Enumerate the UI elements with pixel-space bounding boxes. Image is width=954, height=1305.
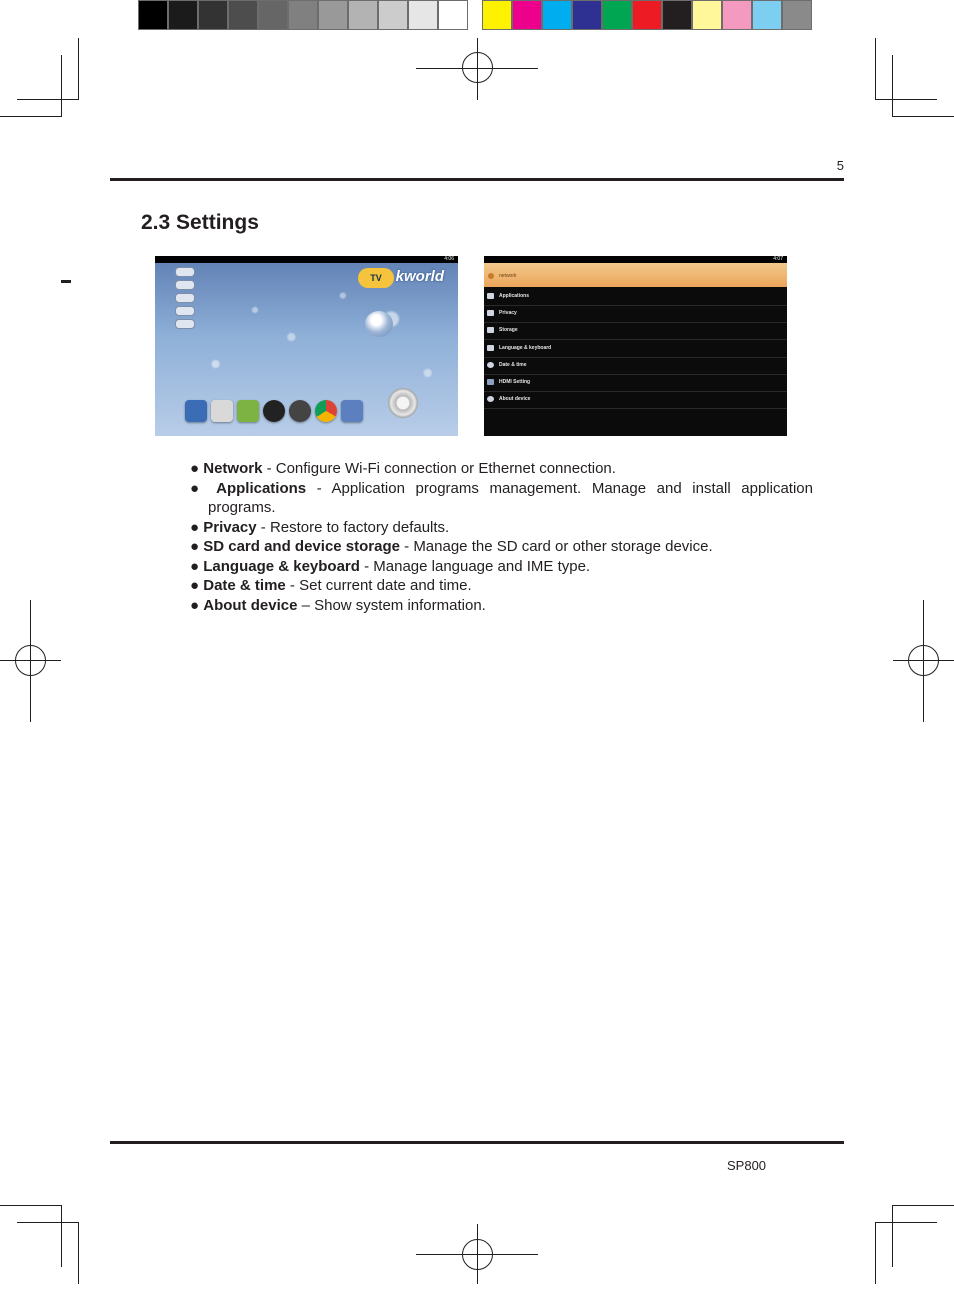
registration-line [416,68,538,69]
side-shortcut-button [175,293,195,303]
color-swatch [572,0,602,30]
list-item-applications-continued [190,498,813,518]
app-dock [185,400,363,422]
color-swatch [692,0,722,30]
apps-icon [487,293,494,299]
color-swatch-strip [482,0,812,32]
crop-mark [875,38,876,100]
crop-mark [61,1205,62,1267]
registration-line [893,660,954,661]
settings-screenshot [484,256,787,436]
settings-row-label: HDMI Setting [499,379,531,385]
books-app-icon [211,400,233,422]
list-item-applications [190,479,813,499]
bullet: ● [190,557,204,575]
apps-grid-icon [341,400,363,422]
settings-header-network [484,263,787,287]
description: - Manage the SD card or other storage device. [399,538,713,555]
gallery-app-icon [237,400,259,422]
term: About device [203,596,298,614]
description: – Show system information. [297,596,486,614]
color-swatch [602,0,632,30]
list-item-network [190,459,813,479]
status-bar [484,256,787,263]
page-number: 5 [836,158,844,173]
privacy-icon [487,310,494,316]
list-item-privacy [190,518,813,538]
color-swatch [408,0,438,30]
crop-mark [875,99,937,100]
crop-mark [17,1222,79,1223]
hdmi-icon [487,379,494,385]
registration-line [416,1254,538,1255]
water-drop [365,311,393,337]
description: - Set current date and time. [285,577,472,594]
settings-row-label: Applications [499,293,530,299]
settings-row-applications [484,288,787,306]
color-swatch [722,0,752,30]
crop-mark [0,1205,62,1206]
crop-mark [61,55,62,117]
settings-row-label: Language & keyboard [499,345,552,351]
side-shortcut-button [175,319,195,329]
crop-mark [875,1222,937,1223]
side-tick-mark [61,280,71,283]
description: - Restore to factory defaults. [256,518,450,536]
crop-mark [0,116,62,117]
clock-icon [487,362,494,368]
color-swatch [512,0,542,30]
bullet: ● [190,538,204,555]
bullet: ● [190,460,204,477]
crop-mark [892,116,954,117]
term: Applications [216,479,307,497]
bullet: ● [190,596,204,614]
color-swatch [198,0,228,30]
color-swatch [138,0,168,30]
music-app-icon [263,400,285,422]
smart-tv-logo: TV [358,268,394,288]
description: - Application programs management. Manage and install application [306,479,813,497]
side-shortcut-button [175,267,195,277]
status-clock: 4:06 [444,256,454,262]
term: Language & keyboard [203,557,360,575]
section-title: 2.3 Settings [141,211,259,234]
info-icon [487,396,494,402]
registration-line [30,600,31,722]
chrome-app-icon [315,400,337,422]
registration-line [0,660,61,661]
settings-description-list [190,459,813,615]
side-shortcut-button [175,306,195,316]
color-swatch [288,0,318,30]
folder-app-icon [185,400,207,422]
footer-rule [110,1141,844,1144]
crop-mark [892,1205,893,1267]
settings-row-date-time [484,357,787,375]
color-swatch [482,0,512,30]
registration-line [477,38,478,100]
settings-row-label: Privacy [499,310,517,316]
color-swatch [782,0,812,30]
color-swatch [438,0,468,30]
settings-gear-icon [388,388,418,418]
kworld-logo: kworld [395,268,444,285]
list-item-language [190,557,813,577]
color-swatch [542,0,572,30]
color-swatch [258,0,288,30]
bullet: ● [190,577,204,594]
keyboard-icon [487,345,494,351]
bullet: ● [190,518,204,536]
crop-mark [892,1205,954,1206]
footer-model: SP800 [727,1158,767,1173]
term: SD card and device storage [203,538,400,555]
term: Date & time [203,577,286,594]
settings-row-label: Date & time [499,362,527,368]
network-label: network [499,273,517,279]
status-clock: 4:07 [773,256,783,262]
term: Privacy [203,518,257,536]
settings-row-language [484,340,787,358]
list-item-date-time [190,576,813,596]
settings-row-label: About device [499,396,531,402]
list-item-about [190,596,813,616]
video-app-icon [289,400,311,422]
crop-mark [78,1222,79,1284]
color-swatch [662,0,692,30]
network-icon [488,273,494,279]
color-swatch [348,0,378,30]
crop-mark [892,55,893,117]
settings-row-about [484,391,787,409]
color-swatch [228,0,258,30]
crop-mark [78,38,79,100]
settings-row-privacy [484,305,787,323]
color-swatch [168,0,198,30]
storage-icon [487,327,494,333]
gray-swatch-strip [138,0,468,32]
header-rule [110,178,844,181]
settings-row-storage [484,322,787,340]
home-screen-screenshot [155,256,458,436]
color-swatch [752,0,782,30]
description: programs. [208,499,276,516]
color-swatch [378,0,408,30]
description: - Configure Wi-Fi connection or Ethernet connection. [262,460,616,477]
term: Network [203,460,263,477]
registration-line [923,600,924,722]
settings-row-hdmi [484,374,787,392]
crop-mark [17,99,79,100]
status-bar [155,256,458,263]
description: - Manage language and IME type. [359,557,591,575]
list-item-storage [190,537,813,557]
crop-mark [875,1222,876,1284]
color-swatch [632,0,662,30]
color-swatch [318,0,348,30]
side-shortcut-button [175,280,195,290]
settings-row-label: Storage [499,327,518,333]
bullet: ● [190,479,217,497]
